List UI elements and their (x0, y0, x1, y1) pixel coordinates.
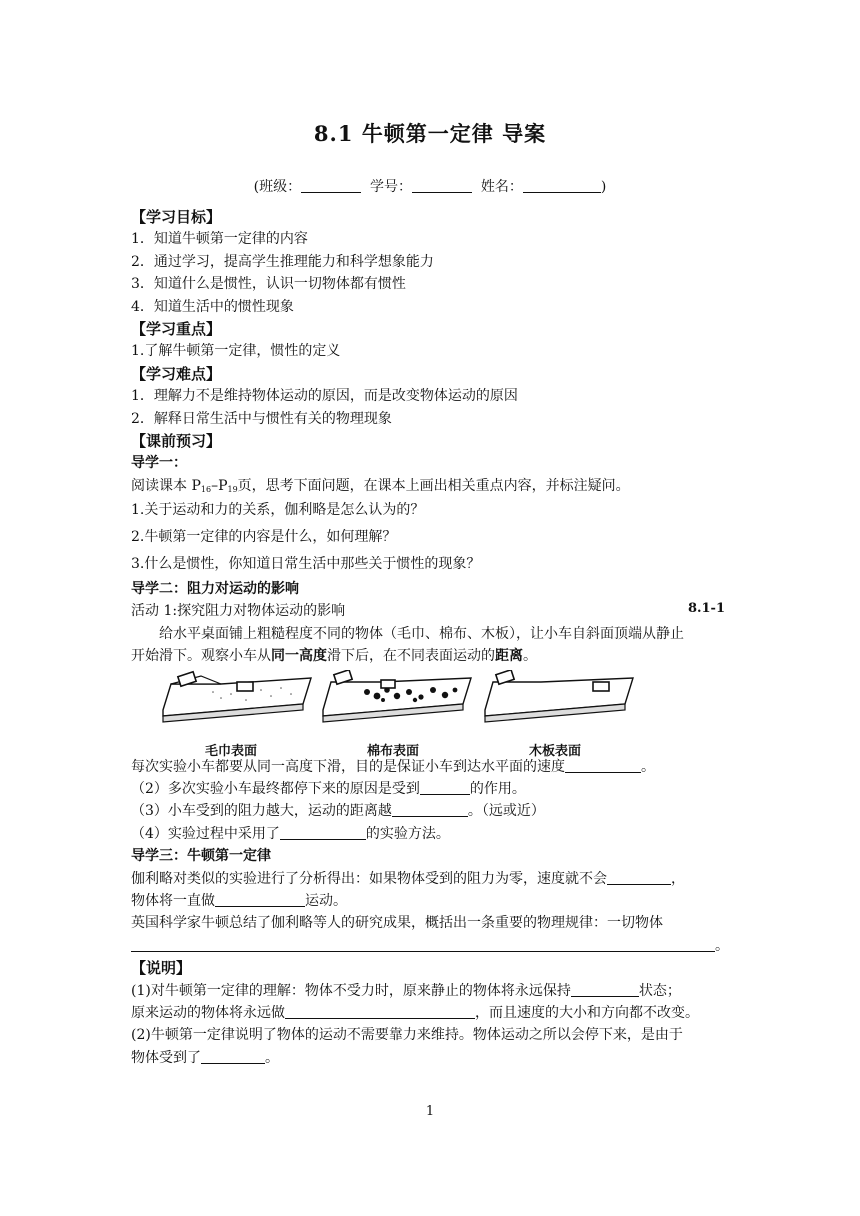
q4-text: （4）实验过程中采用了 (131, 825, 280, 842)
cotton-surface-diagram (323, 670, 471, 722)
class-label: (班级： (253, 179, 302, 195)
key-point-item: 1.了解牛顿第一定律，惯性的定义 (131, 343, 341, 360)
g3-text-end: 运动。 (305, 892, 347, 909)
explain-2 (131, 1002, 731, 1024)
q3-text: （3）小车受到的阻力越大，运动的距离越 (131, 803, 392, 820)
guide3-law-blank-line (131, 935, 731, 957)
figure-number: 8.1-1 (687, 600, 725, 616)
preview-question: 2.牛顿第一定律的内容是什么，如何理解？ (131, 529, 397, 546)
e4-text: 物体受到了 (131, 1049, 201, 1066)
class-line-suffix: ) (600, 179, 607, 195)
experiment-description: 给水平桌面铺上粗糙程度不同的物体（毛巾、棉布、木板），让小车自斜面顶端从静止 (159, 625, 684, 642)
goals-heading: 【学习目标】 (131, 208, 222, 226)
desc-text: 。 (523, 648, 537, 665)
towel-surface-diagram (163, 671, 311, 721)
desc-bold-distance: 距离 (495, 648, 523, 665)
desc-bold-same-height: 同一高度 (271, 648, 327, 665)
document-body (131, 206, 731, 1069)
question-2 (131, 778, 731, 800)
activity-title: 活动 1:探究阻力对物体运动的影响 (131, 603, 346, 620)
desc-text: 开始滑下。观察小车从 (131, 648, 271, 665)
preview-question: 3.什么是惯性，你知道日常生活中那些关于惯性的现象？ (131, 556, 481, 573)
newton-law-blank[interactable] (131, 937, 715, 952)
experiment-description-cont (131, 645, 731, 667)
goal-item: 4．知道生活中的惯性现象 (131, 298, 294, 315)
q1-text: 每次实验小车都要从同一高度下滑，目的是保证小车到达水平面的速度 (131, 758, 565, 775)
g3-period: 。 (715, 937, 729, 954)
preview-heading: 【课前预习】 (131, 431, 222, 450)
wood-surface-diagram (485, 670, 633, 722)
q1-end: 。 (641, 758, 655, 775)
goal-item: 1．知道牛顿第一定律的内容 (131, 231, 308, 248)
question-3 (131, 800, 731, 822)
page-number: 1 (425, 1104, 435, 1119)
difficulty-item: 2．解释日常生活中与惯性有关的物理现象 (131, 410, 392, 427)
q4-end: 的实验方法。 (365, 825, 450, 842)
q2-text: （2）多次实验小车最终都停下来的原因是受到 (131, 781, 420, 798)
guide3-paragraph-1 (131, 868, 731, 890)
explain-1 (131, 980, 731, 1002)
caption-wood: 木板表面 (529, 743, 582, 759)
e4-end: 。 (265, 1049, 279, 1066)
rest-state-blank[interactable] (571, 982, 639, 997)
difficulty-item: 1．理解力不是维持物体运动的原因，而是改变物体运动的原因 (131, 388, 518, 405)
motion-type-blank[interactable] (215, 892, 305, 907)
question-1 (131, 756, 731, 778)
uniform-motion-blank[interactable] (285, 1004, 475, 1019)
guide3-title: 导学三：牛顿第一定律 (131, 848, 271, 865)
class-blank[interactable] (301, 178, 361, 193)
speed-change-blank[interactable] (607, 870, 671, 885)
goal-item: 3．知道什么是惯性，认识一切物体都有惯性 (131, 276, 406, 293)
name-blank[interactable] (523, 178, 601, 193)
explain-4 (131, 1047, 731, 1069)
e2-end: ，而且速度的大小和方向都不改变。 (475, 1004, 699, 1021)
desc-text: 滑下后，在不同表面运动的 (327, 648, 495, 665)
page-end-sub: 19 (227, 484, 238, 494)
guide1-reading-instruction (131, 475, 731, 497)
ramp-illustration (161, 670, 641, 740)
guide3-paragraph-3: 英国科学家牛顿总结了伽利略等人的研究成果，概括出一条重要的物理规律：一切物体 (131, 915, 663, 932)
q3-blank[interactable] (392, 802, 468, 817)
student-no-label: 学号： (370, 179, 412, 195)
experiment-figure (131, 670, 731, 759)
student-no-blank[interactable] (412, 178, 472, 193)
name-label: 姓名： (480, 179, 523, 195)
page-title: 8.1 牛顿第一定律 导案 (313, 121, 547, 146)
explain-heading: 【说明】 (131, 959, 192, 978)
guide1-title: 导学一： (131, 455, 187, 472)
difficulties-heading: 【学习难点】 (131, 364, 222, 383)
preview-question: 1.关于运动和力的关系，伽利略是怎么认为的？ (131, 502, 425, 519)
e1-end: 状态； (638, 982, 681, 999)
guide3-paragraph-2 (131, 890, 731, 912)
caption-cotton: 棉布表面 (367, 743, 420, 759)
reading-text-a: 阅读课本 P (131, 477, 201, 494)
reading-text-c: 页，思考下面问题，在课本上画出相关重点内容，并标注疑问。 (237, 477, 630, 494)
q4-blank[interactable] (280, 825, 366, 840)
caption-towel: 毛巾表面 (205, 743, 258, 759)
e2-text: 原来运动的物体将永远做 (131, 1004, 285, 1021)
g3-text: 伽利略对类似的实验进行了分析得出：如果物体受到的阻力为零，速度就不会 (131, 870, 607, 887)
resistance-blank[interactable] (201, 1049, 265, 1064)
g3-comma: ， (671, 870, 685, 887)
key-points-heading: 【学习重点】 (131, 319, 222, 338)
goal-item: 2．通过学习，提高学生推理能力和科学想象能力 (131, 253, 434, 270)
g3-text: 物体将一直做 (131, 892, 215, 909)
question-4 (131, 823, 731, 845)
q2-end: 的作用。 (469, 781, 526, 798)
q3-end: 。（远或近） (467, 803, 545, 820)
class-info-line (0, 176, 860, 196)
q2-blank[interactable] (420, 780, 470, 795)
reading-text-b: –P (211, 477, 228, 494)
guide2-title: 导学二：阻力对运动的影响 (131, 581, 299, 598)
explain-3: (2)牛顿第一定律说明了物体的运动不需要靠力来维持。物体运动之所以会停下来，是由于 (131, 1027, 683, 1044)
page-start-sub: 16 (200, 484, 212, 494)
e1-text: (1)对牛顿第一定律的理解：物体不受力时，原来静止的物体将永远保持 (131, 982, 571, 999)
q1-blank[interactable] (565, 758, 641, 773)
